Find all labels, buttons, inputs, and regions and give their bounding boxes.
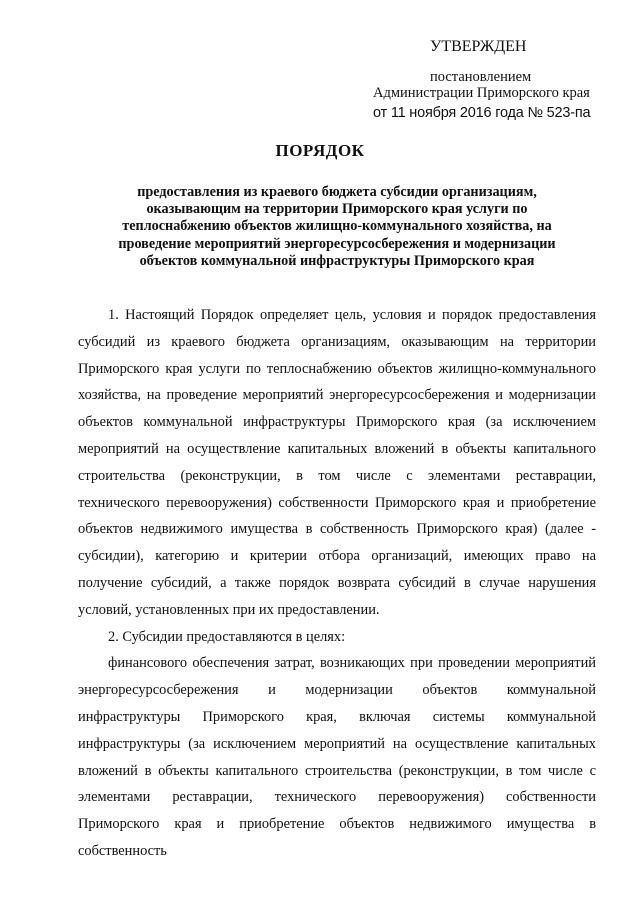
document-body <box>78 302 596 865</box>
document-subtitle <box>108 184 566 270</box>
paragraph-3: финансового обеспечения затрат, возникающих при проведении мероприятий энергоресурсосбережения и модернизации объектов коммунальной инфраструктуры Приморского края, включая системы коммунальной инфраструктуры (за исключением мероприятий на осуществление капитальных вложений в объекты капитального строительства (реконструкции, в том числе с элементами реставрации, технического перевооружения) собственности Приморского края и приобретение объектов недвижимого имущества в собственность <box>78 655 596 859</box>
subtitle-line: проведение мероприятий энергоресурсосбережения и модернизации <box>118 235 556 252</box>
document-title: ПОРЯДОК <box>275 141 365 160</box>
subtitle-line: объектов коммунальной инфраструктуры Приморского края <box>139 252 535 269</box>
approval-resolution-label: постановлением <box>430 69 532 85</box>
approval-date-number: от 11 ноября 2016 года № 523-па <box>373 105 591 121</box>
approval-stamp <box>0 0 640 130</box>
subtitle-line: предоставления из краевого бюджета субсидии организациям, <box>137 184 537 200</box>
subtitle-line: оказывающим на территории Приморского края услуги по <box>146 201 528 218</box>
subtitle-line: теплоснабжению объектов жилищно-коммунального хозяйства, на <box>122 218 552 235</box>
approval-title: УТВЕРЖДЕН <box>430 38 527 55</box>
approval-authority: Администрации Приморского края <box>373 85 590 101</box>
paragraph-2: 2. Субсидии предоставляются в целях: <box>108 628 346 645</box>
paragraph-1: 1. Настоящий Порядок определяет цель, условия и порядок предоставления субсидий из краевого бюджета организациям, оказывающим на территории Приморского края услуги по теплоснабжению объектов жилищно-коммунального хозяйства, на проведение мероприятий энергоресурсосбережения и модернизации объектов коммунальной инфраструктуры Приморского края (за исключением мероприятий на осуществление капитальных вложений в объекты капитального строительства (реконструкции, в том числе с элементами реставрации, технического перевооружения) собственности Приморского края и приобретение объектов недвижимого имущества в собственность Приморского края) (далее - субсидии), категорию и критерии отбора организаций, имеющих право на получение субсидий, а также порядок возврата субсидий в случае нарушения условий, установленных при их предоставлении. <box>78 307 596 618</box>
